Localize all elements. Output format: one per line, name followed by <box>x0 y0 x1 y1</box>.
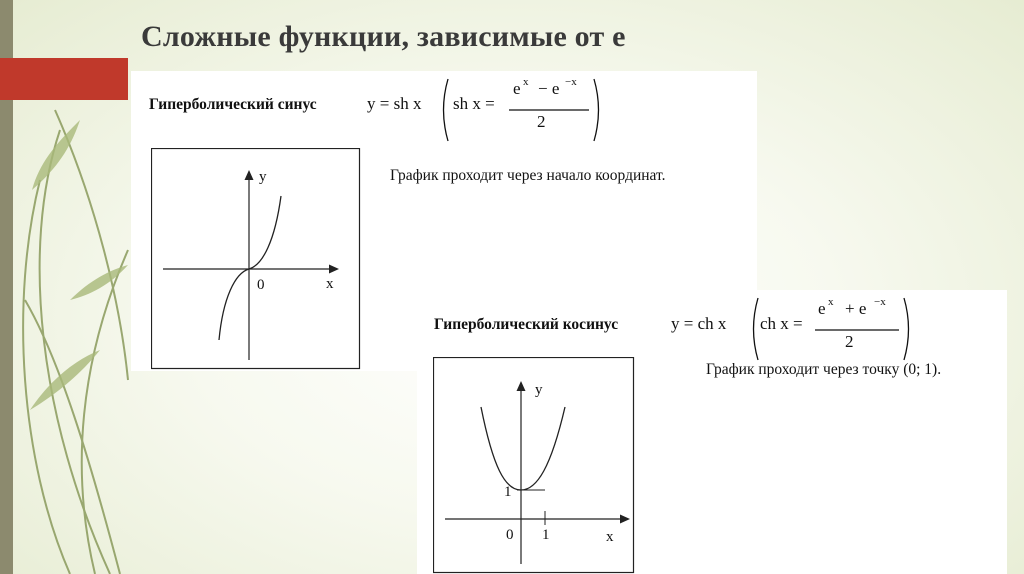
decor-leaf-3 <box>70 265 128 300</box>
cosh-formula: y = ch x <box>671 314 727 333</box>
cosh-label-tick-x: 1 <box>542 527 550 543</box>
cosh-description: График проходит через точку (0; 1). <box>706 361 942 378</box>
cosh-graph-frame <box>434 358 634 573</box>
left-paren <box>444 79 449 141</box>
sinh-label-origin: 0 <box>257 277 265 293</box>
sinh-numerator-sup1: x <box>523 76 529 88</box>
right-paren <box>904 298 909 360</box>
cosh-numerator-sup1: x <box>828 296 834 308</box>
sinh-label-y: y <box>259 169 267 185</box>
sinh-numerator-e1: e <box>513 79 521 98</box>
cosh-label-origin: 0 <box>506 527 514 543</box>
sinh-numerator-sup2: −x <box>565 76 577 88</box>
sinh-graph <box>151 148 361 370</box>
sinh-denominator: 2 <box>537 112 546 131</box>
decor-curve-4 <box>25 300 120 574</box>
cosh-def-lhs: ch x = <box>760 314 803 333</box>
sinh-def-lhs: sh x = <box>453 94 495 113</box>
left-paren <box>754 298 759 360</box>
cosh-name: Гиперболический косинус <box>434 316 619 333</box>
cosh-numerator-e1: e <box>818 299 826 318</box>
sinh-description: График проходит через начало координат. <box>390 167 666 184</box>
sinh-numerator-op: − e <box>538 79 560 98</box>
cosh-label-y: y <box>535 382 543 398</box>
sinh-name: Гиперболический синус <box>149 96 317 113</box>
cosh-label-x: x <box>606 529 614 545</box>
cosh-numerator-sup2: −x <box>874 296 886 308</box>
cosh-graph <box>433 357 635 574</box>
decorative-leaves <box>30 120 128 410</box>
right-paren <box>594 79 599 141</box>
slide-title: Сложные функции, зависимые от е <box>141 20 626 53</box>
sinh-graph-frame <box>152 149 360 369</box>
accent-bar <box>0 58 128 100</box>
cosh-panel <box>417 290 1007 574</box>
cosh-numerator-op: + e <box>845 299 867 318</box>
cosh-label-tick-y: 1 <box>504 484 512 500</box>
cosh-denominator: 2 <box>845 332 854 351</box>
sinh-label-x: x <box>326 276 334 292</box>
sinh-formula: y = sh x <box>367 94 422 113</box>
